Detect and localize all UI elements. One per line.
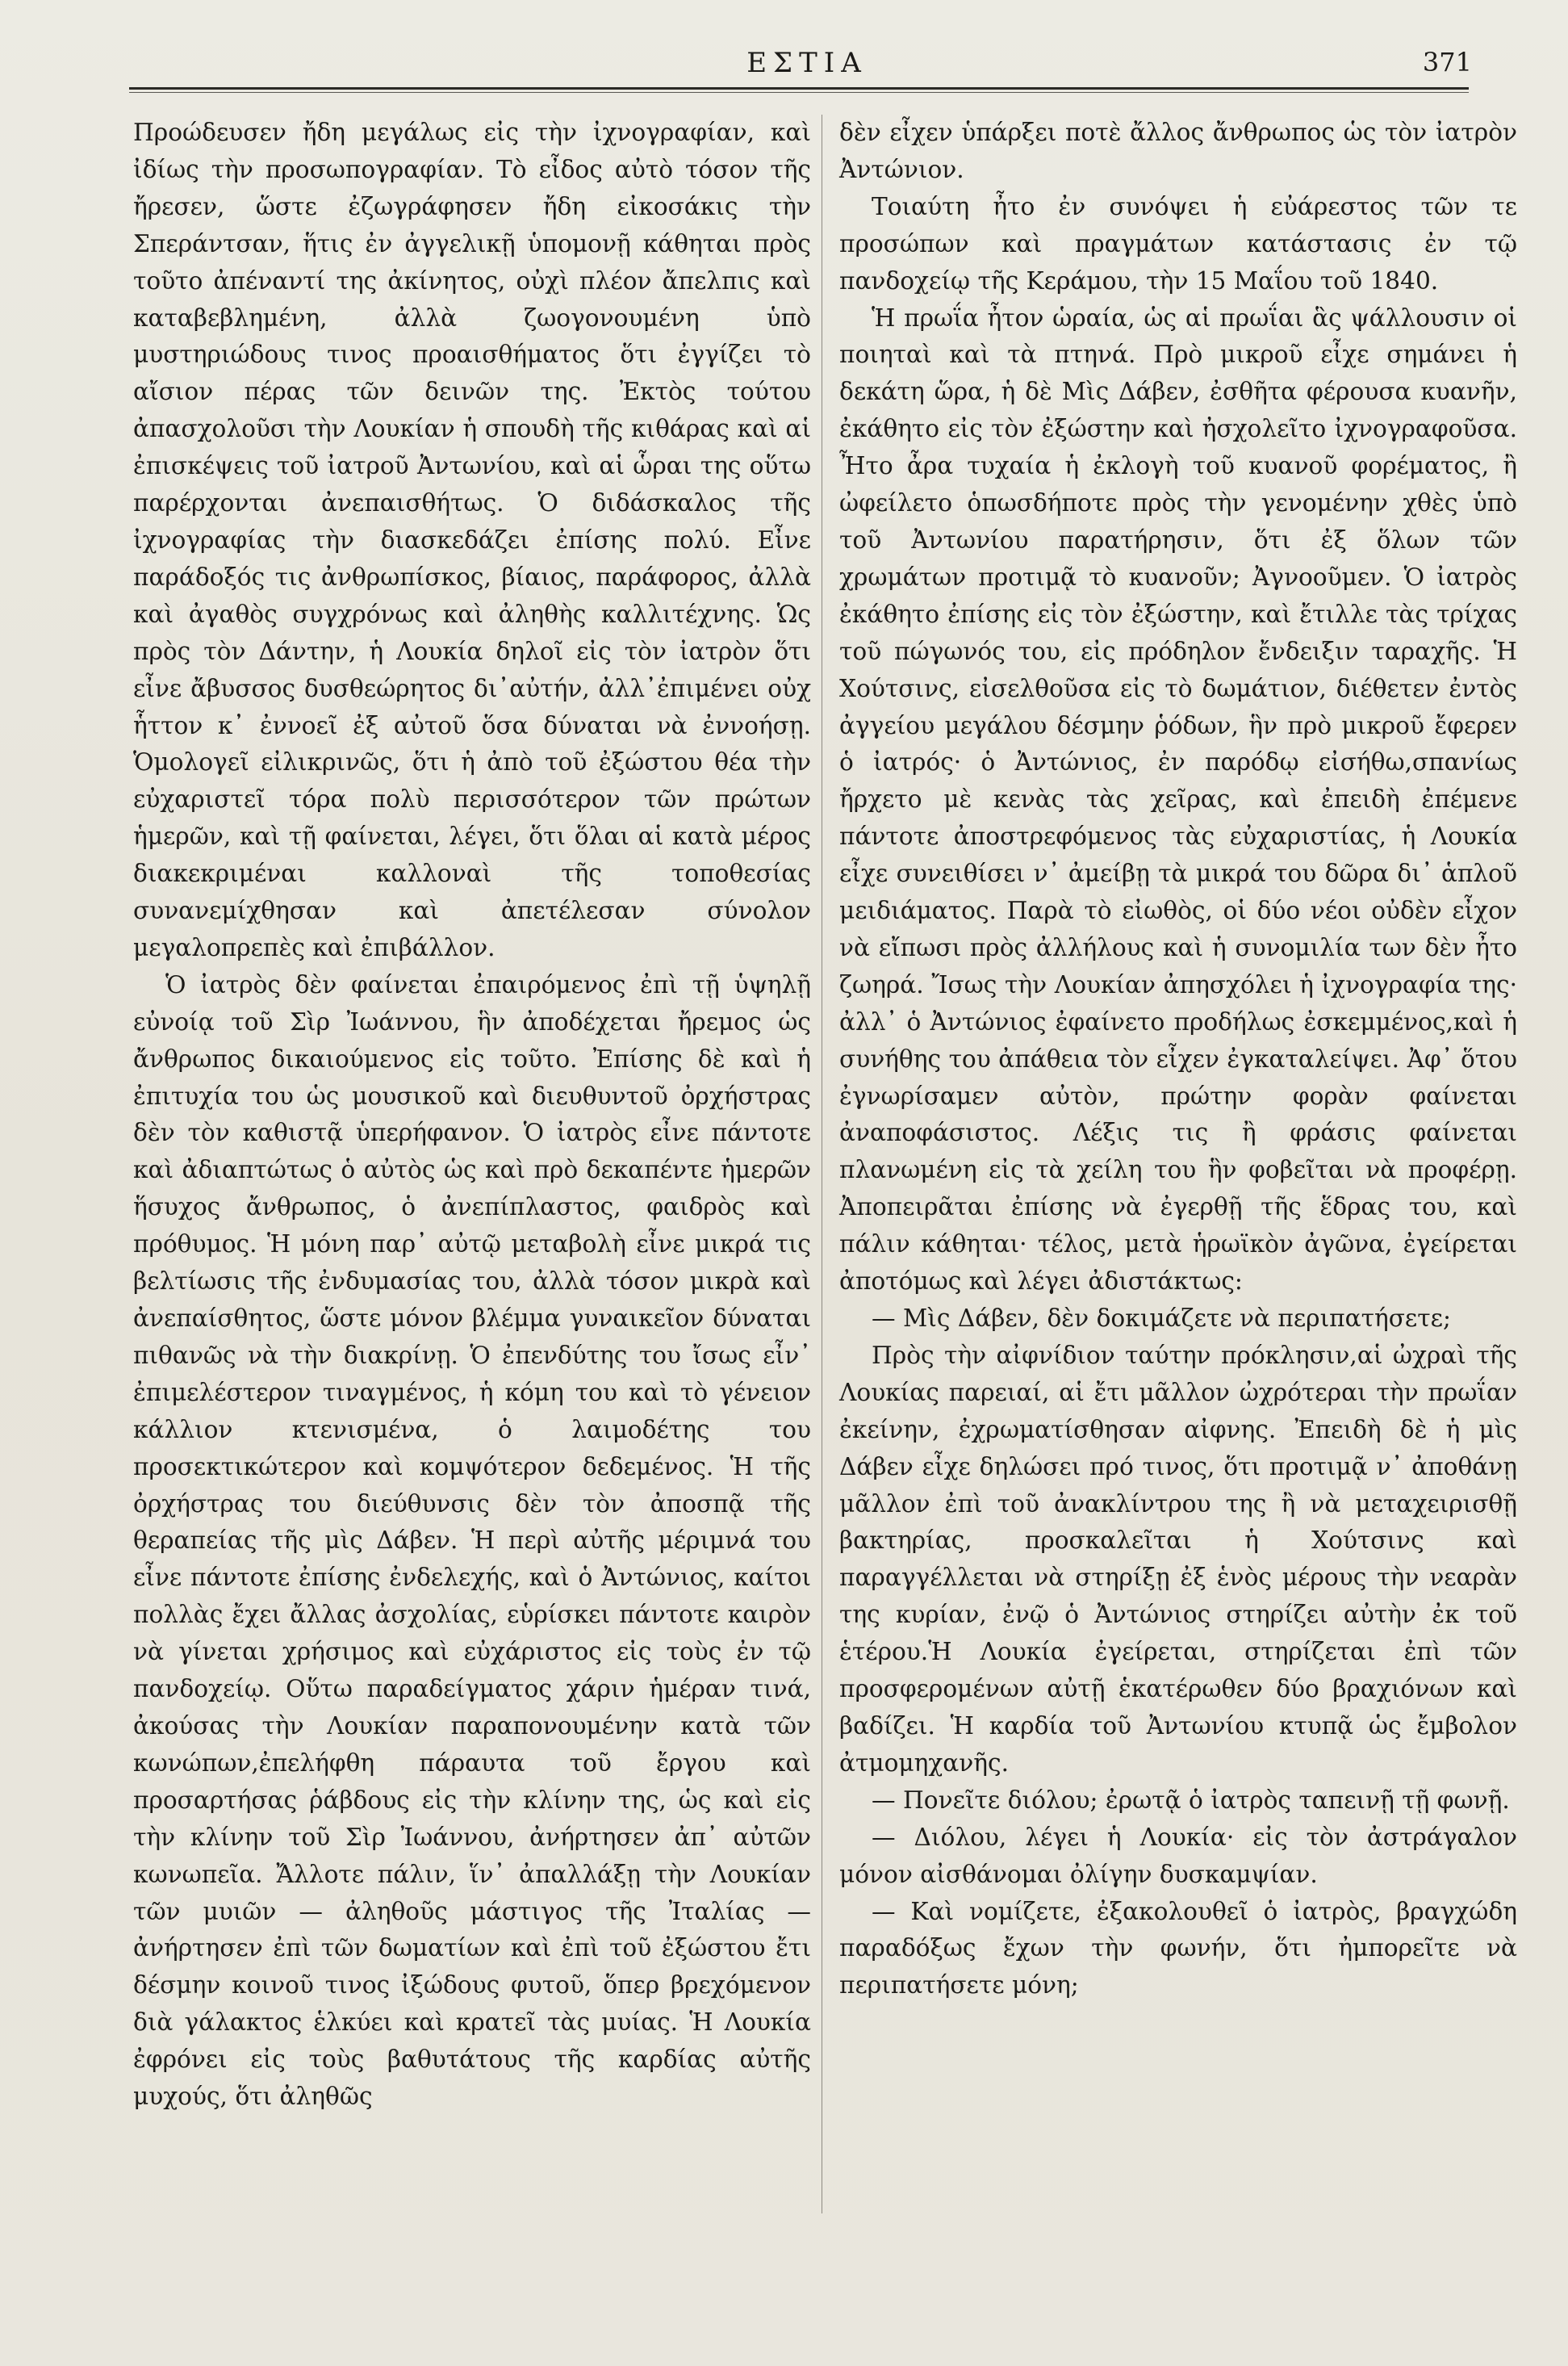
right-paragraph-5: Πρὸς τὴν αἰφνίδιον ταύτην πρόκλησιν,αἱ ὠχραὶ τῆς Λουκίας παρειαί, αἱ ἔτι μᾶλλον ὠχρότεραι τὴν πρωΐαν ἐκείνην, ἐχρωματίσθησαν αἰφνης. Ἐπειδὴ δὲ ἡ μὶς Δάβεν εἶχε δηλώσει πρό τινος, ὅτι προτιμᾷ ν᾽ ἀποθάνῃ μᾶλλον ἐπὶ τοῦ ἀνακλίντρου της ἢ νὰ μεταχειρισθῇ βακτηρίας, προσκαλεῖται ἡ Χούτσινς καὶ παραγγέλλεται νὰ στηρίξῃ ἐξ ἑνὸς μέρους τὴν νεαρὰν της κυρίαν, ἐνῷ ὁ Ἀντώνιος στηρίζει αὐτὴν ἐκ τοῦ ἑτέρου.Ἡ Λουκία ἐγείρεται, στηρίζεται ἐπὶ τῶν προσφερομένων αὐτῇ ἑκατέρωθεν δύο βραχιόνων καὶ βαδίζει. Ἡ καρδία τοῦ Ἀντωνίου κτυπᾷ ὡς ἔμβολον ἀτμομηχανῆς. (839, 1341, 1517, 1777)
right-paragraph-3: Ἡ πρωΐα ἦτον ὡραία, ὡς αἱ πρωΐαι ἃς ψάλλουσιν οἱ ποιηταὶ καὶ τὰ πτηνά. Πρὸ μικροῦ εἶχε σημάνει ἡ δεκάτη ὥρα, ἡ δὲ Μὶς Δάβεν, ἐσθῆτα φέρουσα κυανῆν, ἐκάθητο εἰς τὸν ἐξώστην καὶ ἠσχολεῖτο ἰχνογραφοῦσα. Ἦτο ἆρα τυχαία ἡ ἐκλογὴ τοῦ κυανοῦ φορέματος, ἢ ὠφείλετο ὁπωσδήποτε πρὸς τὴν γενομένην χθὲς ὑπὸ τοῦ Ἀντωνίου παρατήρησιν, ὅτι ἐξ ὅλων τῶν χρωμάτων προτιμᾷ τὸ κυανοῦν; Ἀγνοοῦμεν. Ὁ ἰατρὸς ἐκάθητο ἐπίσης εἰς τὸν ἐξώστην, καὶ ἔτιλλε τὰς τρίχας τοῦ πώγωνός του, εἰς πρόδηλον ἔνδειξιν ταραχῆς. Ἡ Χούτσινς, εἰσελθοῦσα εἰς τὸ δωμάτιον, διέθετεν ἐντὸς ἀγγείου μεγάλου δέσμην ῥόδων, ἣν πρὸ μικροῦ ἔφερεν ὁ ἰατρός· ὁ Ἀντώνιος, ἐν παρόδῳ εἰσήθω,σπανίως ἤρχετο μὲ κενὰς τὰς χεῖρας, καὶ ἐπειδὴ ἐπέμενε πάντοτε ἀποστρεφόμενος τὰς εὐχαριστίας, ἡ Λουκία εἶχε συνειθίσει ν᾽ ἀμείβῃ τὰ μικρά του δῶρα δι᾽ ἁπλοῦ μειδιάματος. Παρὰ τὸ εἰωθὸς, οἱ δύο νέοι οὐδὲν εἶχον νὰ εἴπωσι πρὸς ἀλλήλους καὶ ἡ συνομιλία των δὲν ἦτο ζωηρά. Ἴσως τὴν Λουκίαν ἀπησχόλει ἡ ἰχνογραφία της· ἀλλ᾽ ὁ Ἀντώνιος ἐφαίνετο προδήλως ἐσκεμμένος,καὶ ἡ συνήθης του ἀπάθεια τὸν εἶχεν ἐγκαταλείψει. Ἀφ᾽ ὅτου ἐγνωρίσαμεν αὐτὸν, πρώτην φορὰν φαίνεται ἀναποφάσιστος. Λέξις τις ἢ φράσις φαίνεται πλανωμένη εἰς τὰ χείλη του ἣν φοβεῖται νὰ προφέρῃ. Ἀποπειρᾶται ἐπίσης νὰ ἐγερθῇ τῆς ἕδρας του, καὶ πάλιν κάθηται· τέλος, μετὰ ἡρωϊκὸν ἀγῶνα, ἐγείρεται ἀποτόμως καὶ λέγει ἀδιστάκτως: (839, 304, 1517, 1296)
left-paragraph-1: Προώδευσεν ἤδη μεγάλως εἰς τὴν ἰχνογραφίαν, καὶ ἰδίως τὴν προσωπογραφίαν. Τὸ εἶδος αὐτὸ τόσον τῆς ἤρεσεν, ὥστε ἐζωγράφησεν ἤδη εἰκοσάκις τὴν Σπεράντσαν, ἥτις ἐν ἀγγελικῇ ὑπομονῇ κάθηται πρὸς τοῦτο ἀπέναντί της ἀκίνητος, οὐχὶ πλέον ἄπελπις καὶ καταβεβλημένη, ἀλλὰ ζωογονουμένη ὑπὸ μυστηριώδους τινος προαισθήματος ὅτι ἐγγίζει τὸ αἴσιον πέρας τῶν δεινῶν της. Ἐκτὸς τούτου ἀπασχολοῦσι τὴν Λουκίαν ἡ σπουδὴ τῆς κιθάρας καὶ αἱ ἐπισκέψεις τοῦ ἰατροῦ Ἀντωνίου, καὶ αἱ ὧραι της οὕτω παρέρχονται ἀνεπαισθήτως. Ὁ διδάσκαλος τῆς ἰχνογραφίας τὴν διασκεδάζει ἐπίσης πολύ. Εἶνε παράδοξός τις ἀνθρωπίσκος, βίαιος, παράφορος, ἀλλὰ καὶ ἀγαθὸς συγχρόνως καὶ ἀληθὴς καλλιτέχνης. Ὡς πρὸς τὸν Δάντην, ἡ Λουκία δηλοῖ εἰς τὸν ἰατρὸν ὅτι εἶνε ἄβυσσος δυσθεώρητος δι᾽αὐτήν, ἀλλ᾽ἐπιμένει οὐχ ἧττον κ᾽ ἐννοεῖ ἐξ αὐτοῦ ὅσα δύναται νὰ ἐννοήσῃ. Ὁμολογεῖ εἰλικρινῶς, ὅτι ἡ ἀπὸ τοῦ ἐξώστου θέα τὴν εὐχαριστεῖ τόρα πολὺ περισσότερον τῶν πρώτων ἡμερῶν, καὶ τῇ φαίνεται, λέγει, ὅτι ὅλαι αἱ κατὰ μέρος διακεκριμέναι καλλοναὶ τῆς τοποθεσίας συνανεμίχθησαν καὶ ἀπετέλεσαν σύνολον μεγαλοπρεπὲς καὶ ἐπιβάλλον. (133, 119, 811, 961)
left-paragraph-2: Ὁ ἰατρὸς δὲν φαίνεται ἐπαιρόμενος ἐπὶ τῇ ὑψηλῇ εὐνοίᾳ τοῦ Σὶρ Ἰωάννου, ἣν ἀποδέχεται ἤρεμος ὡς ἄνθρωπος δικαιούμενος εἰς τοῦτο. Ἐπίσης δὲ καὶ ἡ ἐπιτυχία του ὡς μουσικοῦ καὶ διευθυντοῦ ὀρχήστρας δὲν τὸν καθιστᾷ ὑπερήφανον. Ὁ ἰατρὸς εἶνε πάντοτε καὶ ἀδιαπτώτως ὁ αὐτὸς ὡς καὶ πρὸ δεκαπέντε ἡμερῶν ἥσυχος ἄνθρωπος, ὁ ἀνεπίπλαστος, φαιδρὸς καὶ πρόθυμος. Ἡ μόνη παρ᾽ αὐτῷ μεταβολὴ εἶνε μικρά τις βελτίωσις τῆς ἐνδυμασίας του, ἀλλὰ τόσον μικρὰ καὶ ἀνεπαίσθητος, ὥστε μόνον βλέμμα γυναικεῖον δύναται πιθανῶς νὰ τὴν διακρίνῃ. Ὁ ἐπενδύτης του ἴσως εἶν᾽ ἐπιμελέστερον τιναγμένος, ἡ κόμη του καὶ τὸ γένειον κάλλιον κτενισμένα, ὁ λαιμοδέτης του προσεκτικώτερον καὶ κομψότερον δεδεμένος. Ἡ τῆς ὀρχήστρας του διεύθυνσις δὲν τὸν ἀποσπᾷ τῆς θεραπείας τῆς μὶς Δάβεν. Ἡ περὶ αὐτῆς μέριμνά του εἶνε πάντοτε ἐπίσης ἐνδελεχής, καὶ ὁ Ἀντώνιος, καίτοι πολλὰς ἔχει ἄλλας ἀσχολίας, εὑρίσκει πάντοτε καιρὸν νὰ γίνεται χρήσιμος καὶ εὐχάριστος εἰς τοὺς ἐν τῷ πανδοχείῳ. Οὕτω παραδείγματος χάριν ἡμέραν τινά, ἀκούσας τὴν Λουκίαν παραπονουμένην κατὰ τῶν κωνώπων,ἐπελήφθη πάραυτα τοῦ ἔργου καὶ προσαρτήσας ῥάβδους εἰς τὴν κλίνην της, ὡς καὶ εἰς τὴν κλίνην τοῦ Σὶρ Ἰωάννου, ἀνήρτησεν ἀπ᾽ αὐτῶν κωνωπεῖα. Ἄλλοτε πάλιν, ἵν᾽ ἀπαλλάξῃ τὴν Λουκίαν τῶν μυιῶν — ἀληθοῦς μάστιγος τῆς Ἰταλίας — ἀνήρτησεν ἐπὶ τῶν δωματίων καὶ ἐπὶ τοῦ ἐξώστου ἔτι δέσμην κοινοῦ τινος ἰξώδους φυτοῦ, ὅπερ βρεχόμενον διὰ γάλακτος ἑλκύει καὶ κρατεῖ τὰς μυίας. Ἡ Λουκία ἐφρόνει εἰς τοὺς βαθυτάτους τῆς καρδίας αὐτῆς μυχούς, ὅτι ἀληθῶς (133, 970, 811, 2111)
right-paragraph-1: δὲν εἶχεν ὑπάρξει ποτὲ ἄλλος ἄνθρωπος ὡς τὸν ἰατρὸν Ἀντώνιον. (839, 119, 1517, 183)
publication-title: ΕΣΤΙΑ (746, 47, 868, 79)
header-rule (129, 87, 1469, 90)
left-column (133, 115, 811, 2116)
right-paragraph-4: — Μὶς Δάβεν, δὲν δοκιμάζετε νὰ περιπατήσετε; (872, 1304, 1451, 1332)
right-paragraph-2: Τοιαύτη ἦτο ἐν συνόψει ἡ εὐάρεστος τῶν τε προσώπων καὶ πραγμάτων κατάστασις ἐν τῷ πανδοχείῳ τῆς Κεράμου, τὴν 15 Μαΐου τοῦ 1840. (839, 192, 1517, 295)
header-rule-thin (129, 92, 1469, 93)
right-paragraph-7: — Διόλου, λέγει ἡ Λουκία· εἰς τὸν ἀστράγαλον μόνον αἰσθάνομαι ὀλίγην δυσκαμψίαν. (839, 1823, 1517, 1888)
right-paragraph-6: — Πονεῖτε διόλου; ἐρωτᾷ ὁ ἰατρὸς ταπεινῇ τῇ φωνῇ. (872, 1786, 1510, 1814)
right-paragraph-8: — Καὶ νομίζετε, ἐξακολουθεῖ ὁ ἰατρὸς, βραγχώδη παραδόξως ἔχων τὴν φωνήν, ὅτι ἠμπορεῖτε νὰ περιπατήσετε μόνη; (839, 1897, 1517, 2000)
page-number: 371 (1422, 47, 1472, 77)
right-column (839, 115, 1517, 2004)
